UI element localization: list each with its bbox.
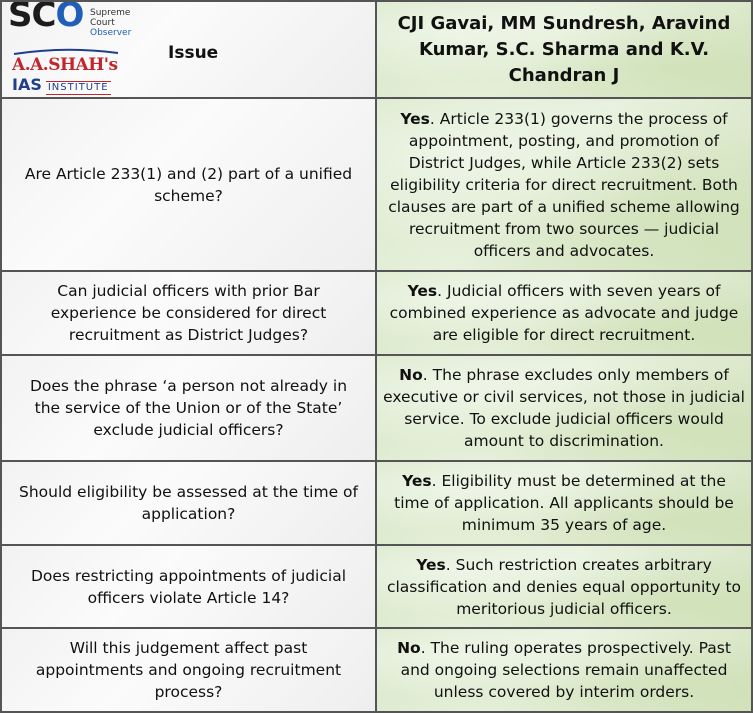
answer-cell-3: No. The phrase excludes only members of executive or civil services, not those in judicial service. To exclude judicial officers would amount to discrimination. [377,356,751,462]
bench-column-header: CJI Gavai, MM Sundresh, Aravind Kumar, S.C. Sharma and K.V. Chandran J [377,2,751,99]
ias-institute-logo: IAS INSTITUTE [12,75,109,94]
issue-cell-2: Can judicial officers with prior Bar experience be considered for direct recruitment as District Judges? [2,272,377,356]
answer-cell-2: Yes. Judicial officers with seven years of combined experience as advocate and judge are eligible for direct recruitment. [377,272,751,356]
header-issue-cell [2,2,377,99]
issue-cell-5: Does restricting appointments of judicial officers violate Article 14? [2,546,377,629]
answer-cell-6: No. The ruling operates prospectively. Past and ongoing selections remain unaffected unless covered by interim orders. [377,629,751,711]
issue-column-header: Issue [168,43,219,63]
issue-cell-1: Are Article 233(1) and (2) part of a unified scheme? [2,99,377,272]
sco-logo-text: SCO [8,2,84,35]
answer-cell-5: Yes. Such restriction creates arbitrary classification and denies equal opportunity to meritorious judicial officers. [377,546,751,629]
issue-cell-3: Does the phrase ‘a person not already in the service of the Union or of the State’ exclude judicial officers? [2,356,377,462]
answer-cell-4: Yes. Eligibility must be determined at the time of application. All applicants should be minimum 35 years of age. [377,462,751,546]
issue-cell-6: Will this judgement affect past appointments and ongoing recruitment process? [2,629,377,711]
issue-cell-4: Should eligibility be assessed at the time of application? [2,462,377,546]
aashah-logo-text: A.A.SHAH's [12,55,118,75]
sco-logo-subtitle: Supreme Court Observer [90,8,132,38]
sco-aashah-logo [8,2,138,94]
answer-cell-1: Yes. Article 233(1) governs the process of appointment, posting, and promotion of District Judges, while Article 233(2) sets eligibility criteria for direct recruitment. Both clauses are part of a unified scheme allowing recruitment from two sources — judicial officers and advocates. [377,99,751,272]
